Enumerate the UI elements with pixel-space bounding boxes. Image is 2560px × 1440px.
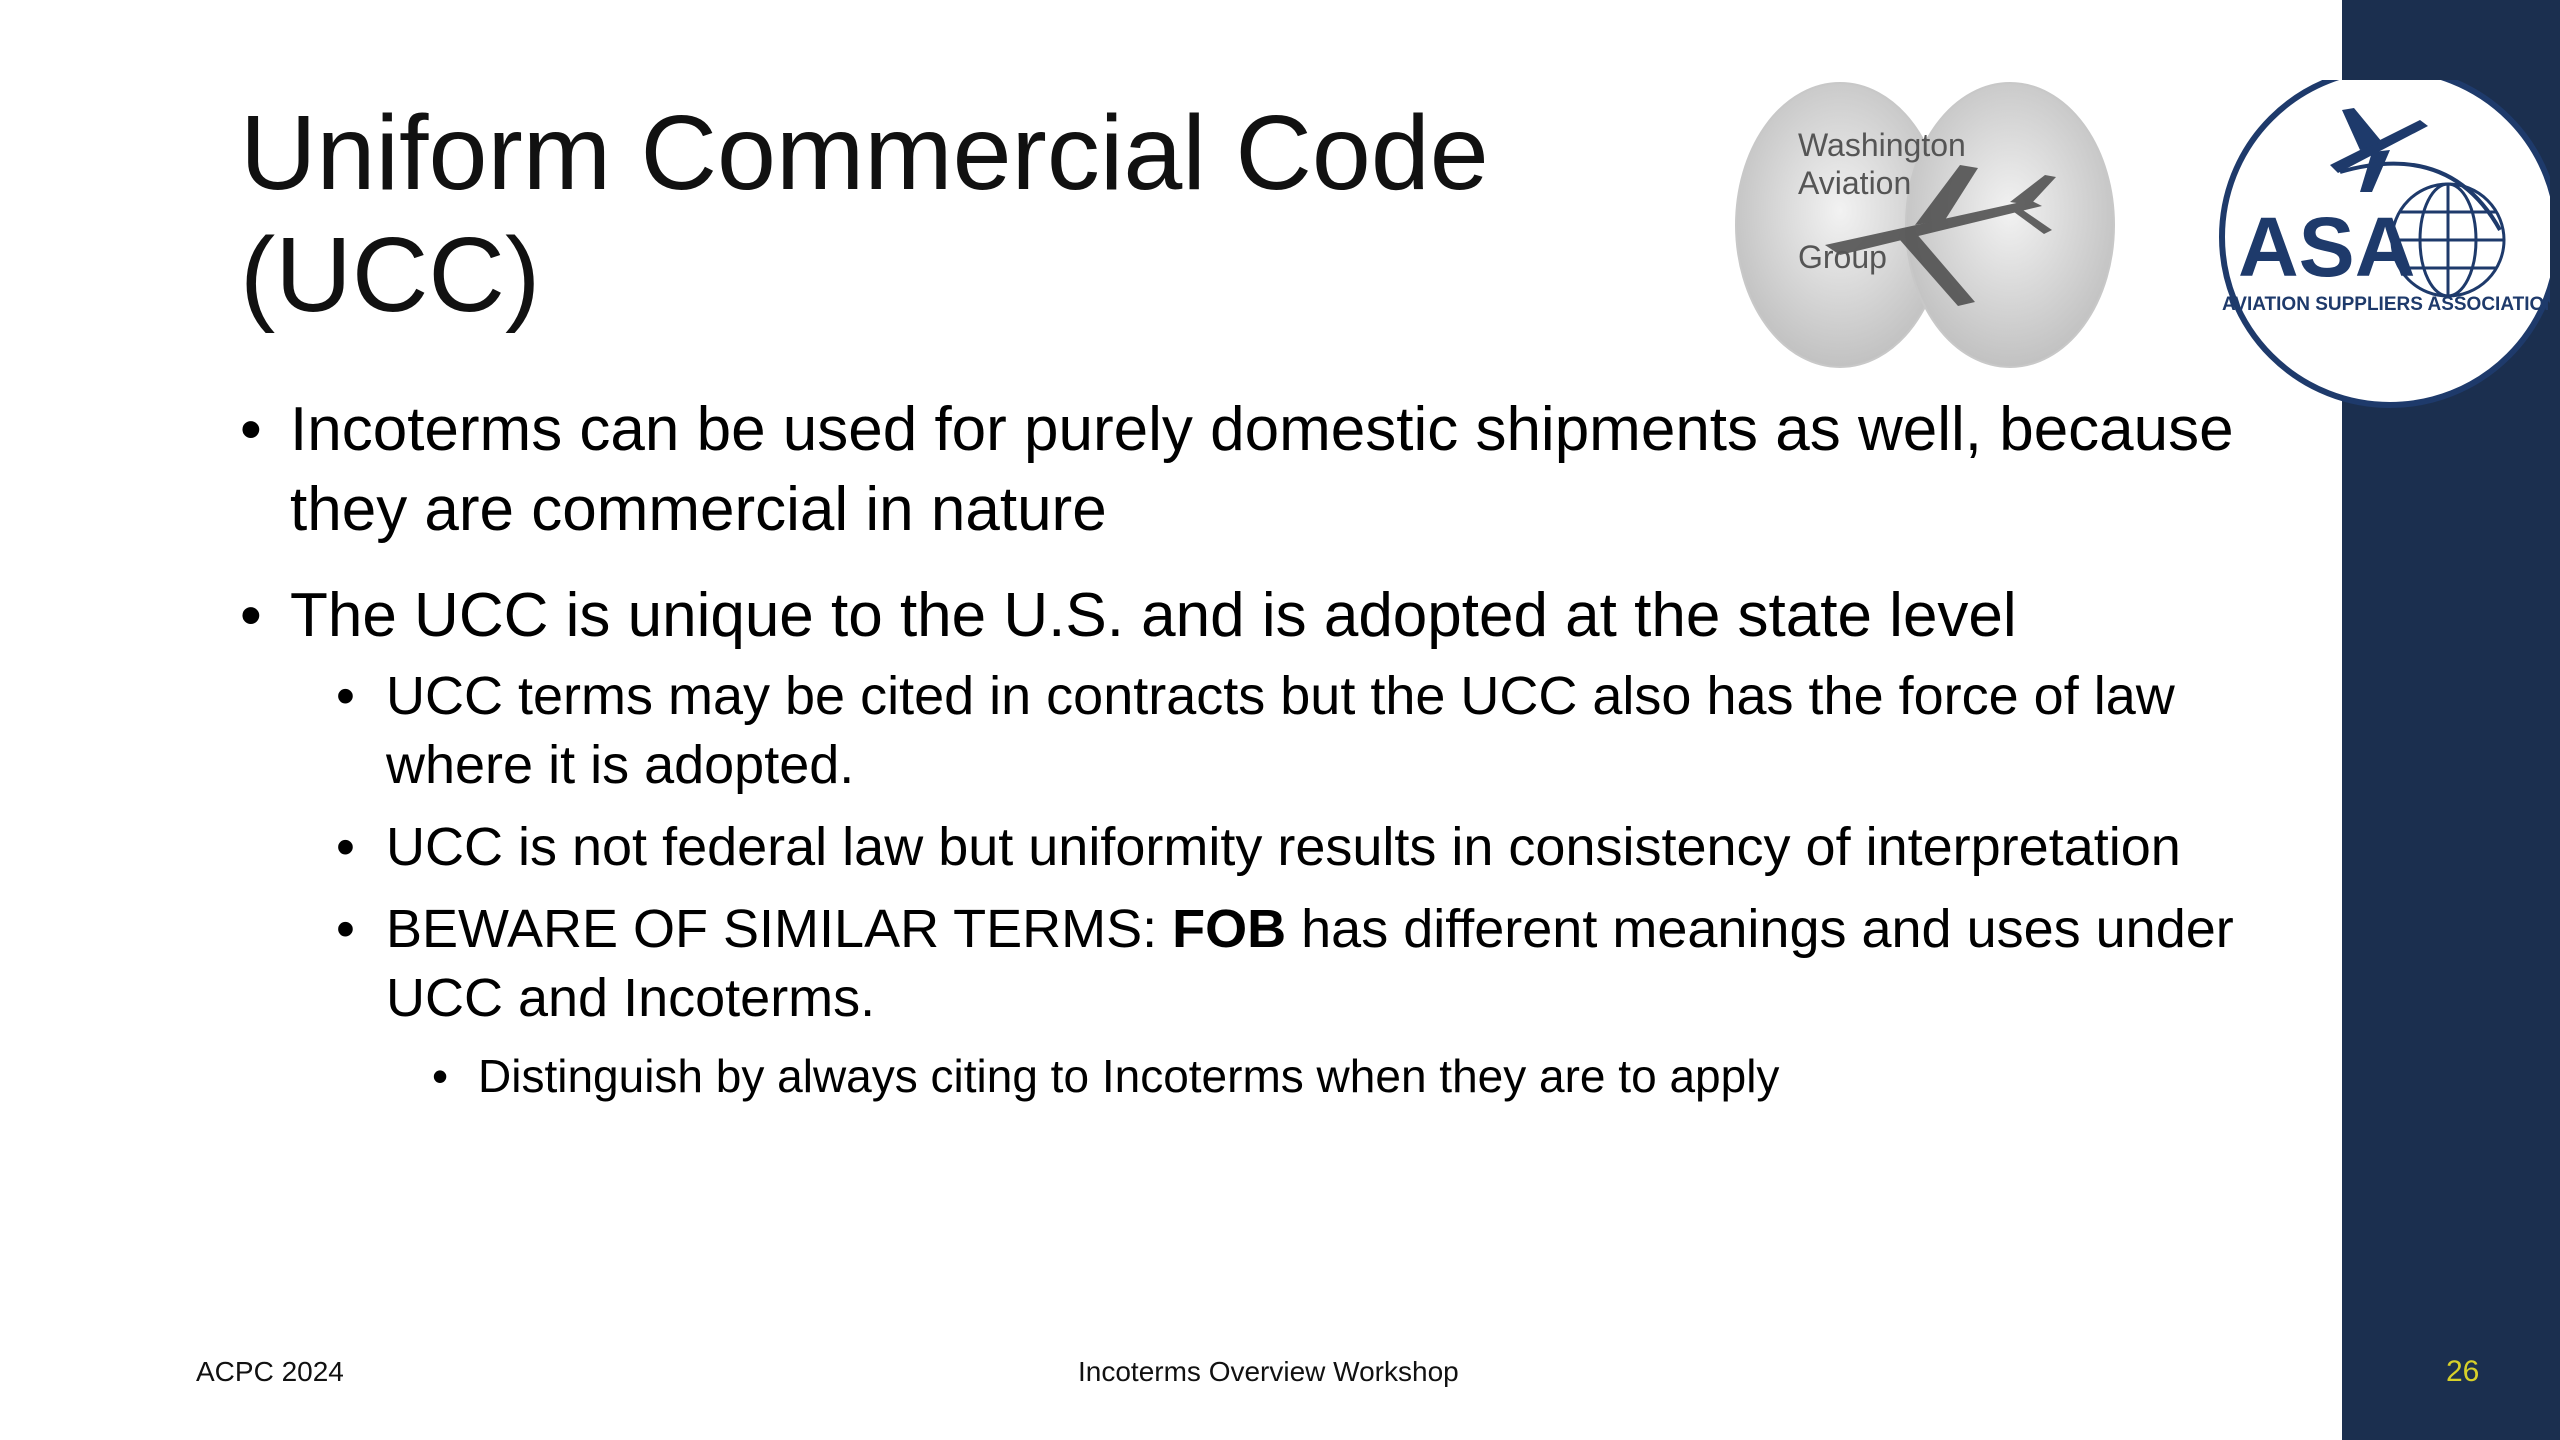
bullet-glyph: • [336,899,355,959]
footer-center: Incoterms Overview Workshop [1078,1356,1459,1387]
sub-bullet-text: UCC is not federal law but uniformity results in consistency of interpretation [386,817,2181,877]
asa-name: AVIATION SUPPLIERS ASSOCIATION [2221,294,2550,315]
bullet-glyph: • [432,1050,449,1102]
page-number: 26 [2446,1355,2480,1388]
bullet-glyph: • [336,666,355,726]
title-line-1: Uniform Commercial Code [240,94,1489,212]
bullet-list [240,390,2320,1106]
title-line-2: (UCC) [240,216,541,334]
sub-sub-bullet-text: Distinguish by always citing to Incoterms when they are to apply [478,1050,1780,1102]
sub-bullet-item [336,813,2320,882]
washington-aviation-group-logo [1736,83,2114,367]
wag-line-2: Aviation [1798,165,1912,201]
bullet-item [240,390,2320,550]
logos-graphic [1730,80,2550,410]
sub-bullet-item [336,662,2320,800]
asa-letters: ASA [2238,200,2416,294]
asa-logo [2222,80,2550,405]
sub-bullet-text-prefix: BEWARE OF SIMILAR TERMS: [386,899,1173,959]
wag-line-3: Group [1798,239,1887,275]
bullet-text: The UCC is unique to the U.S. and is adopted at the state level [290,581,2017,650]
logos [1730,80,2550,410]
bullet-text: Incoterms can be used for purely domestic shipments as well, because they are commercial in nature [290,395,2234,544]
bullet-item [240,576,2320,656]
sub-bullet-text: UCC terms may be cited in contracts but the UCC also has the force of law where it is adopted. [386,666,2175,795]
bullet-glyph: • [240,395,262,464]
bullet-glyph: • [240,581,262,650]
fob-term: FOB [1172,899,1287,959]
sub-bullet-item [336,895,2320,1033]
wag-line-1: Washington [1798,127,1966,163]
footer-left: ACPC 2024 [196,1356,344,1387]
bullet-glyph: • [336,817,355,877]
sub-sub-bullet-item [432,1046,2320,1106]
slide-title [240,92,1620,336]
sub-bullet-text-suffix: has different meanings and uses under UCC and Incoterms. [386,899,2234,1028]
